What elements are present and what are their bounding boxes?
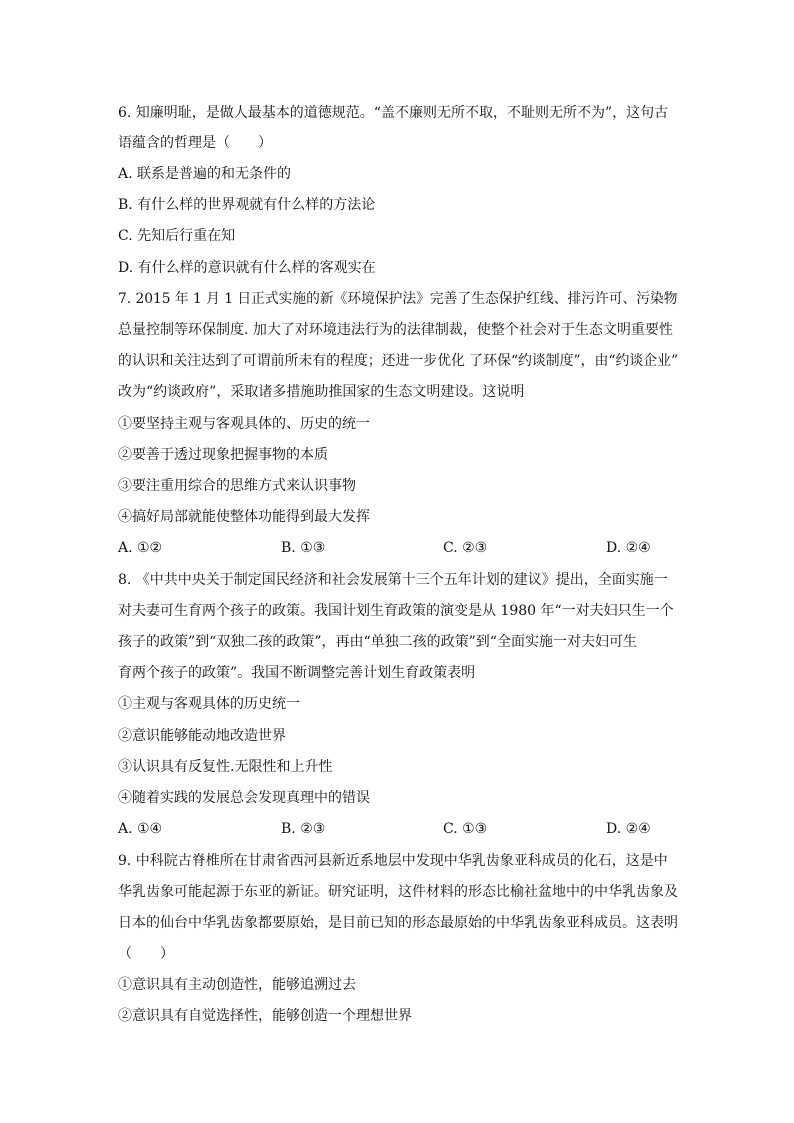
q7-stem-line-2: 总量控制等环保制度. 加大了对环境违法行为的法律制裁，使整个社会对于生态文明重要性 [118,322,673,338]
q8-stem-line-4: 育两个孩子的政策”。我国不断调整完善计划生育政策表明 [118,665,476,681]
q7-choice-a: A. ①② [118,540,163,556]
q7-choice-c: C. ②③ [443,540,488,556]
q8-statement-2: ②意识能够能动地改造世界 [118,728,286,744]
q8-statement-4: ④随着实践的发展总会发现真理中的错误 [118,790,370,806]
q8-statement-3: ③认识具有反复性.无限性和上升性 [118,759,333,775]
q9-statement-1: ①意识具有主动创造性，能够追溯过去 [118,977,356,993]
q8-choice-a: A. ①④ [118,821,163,837]
q7-stem-line-1: 7. 2015 年 1 月 1 日正式实施的新《环境保护法》完善了生态保护红线、排污许可、污染物 [118,291,678,307]
q7-statement-4: ④搞好局部就能使整体功能得到最大发挥 [118,509,370,525]
q8-choice-d: D. ②④ [606,821,651,837]
q8-stem-line-2: 对夫妻可生育两个孩子的政策。我国计划生育政策的演变是从 1980 年“一对夫妇只生一个 [118,603,674,619]
q7-choice-b: B. ①③ [281,540,326,556]
q6-stem-line-1: 6. 知廉明耻，是做人最基本的道德规范。“盖不廉则无所不取，不耻则无所不为”，这句古 [118,105,669,121]
q7-stem-line-4: 改为“约谈政府”，采取诸多措施助推国家的生态文明建设。这说明 [118,384,525,400]
q8-choice-b: B. ②③ [281,821,326,837]
q7-statement-1: ①要坚持主观与客观具体的、历史的统一 [118,416,370,432]
q6-stem-line-2: 语蕴含的哲理是（ ） [118,135,272,151]
q8-choice-c: C. ①③ [443,821,488,837]
q9-statement-2: ②意识具有自觉选择性，能够创造一个理想世界 [118,1008,412,1024]
q7-statement-3: ③要注重用综合的思维方式来认识事物 [118,478,356,494]
q8-choices-row [118,819,678,839]
q8-statement-1: ①主观与客观具体的历史统一 [118,696,300,712]
q6-option-c: C. 先知后行重在知 [118,228,236,244]
q6-option-a: A. 联系是普遍的和无条件的 [118,166,292,182]
q8-stem-line-3: 孩子的政策”到“双独二孩的政策”，再由“单独二孩的政策”到“全面实施一对夫妇可生 [118,634,637,650]
q9-stem-line-2: 华乳齿象可能起源于东亚的新证。研究证明，这件材料的形态比榆社盆地中的中华乳齿象及 [118,884,678,900]
q9-stem-line-3: 日本的仙台中华乳齿象都要原始，是目前已知的形态最原始的中华乳齿象亚科成员。这表明 [118,915,678,931]
q6-option-b: B. 有什么样的世界观就有什么样的方法论 [118,197,376,213]
q7-choices-row [118,538,678,558]
q7-statement-2: ②要善于透过现象把握事物的本质 [118,447,328,463]
q9-stem-line-1: 9. 中科院古脊椎所在甘肃省西河县新近系地层中发现中华乳齿象亚科成员的化石，这是中 [118,853,668,869]
q6-option-d: D. 有什么样的意识就有什么样的客观实在 [118,260,376,276]
q8-stem-line-1: 8. 《中共中央关于制定国民经济和社会发展第十三个五年计划的建议》提出，全面实施一 [118,572,668,588]
q7-choice-d: D. ②④ [606,540,651,556]
q9-stem-line-4: （ ） [118,946,174,962]
q7-stem-line-3: 的认识和关注达到了可谓前所未有的程度；还进一步优化 了环保“约谈制度”，由“约谈企业” [118,353,679,369]
